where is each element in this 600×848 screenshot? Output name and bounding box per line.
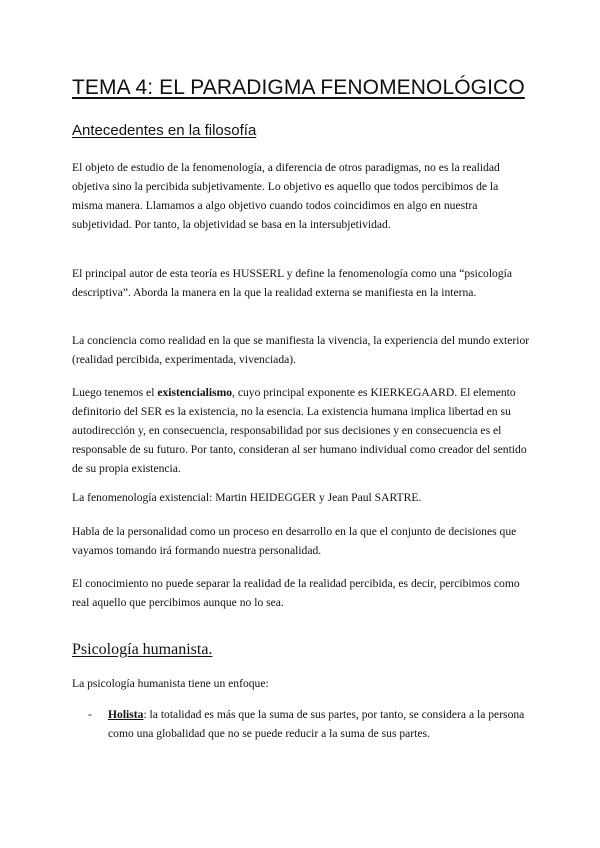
paragraph-husserl: El principal autor de esta teoría es HUSSERL y define la fenomenología como una “psicología descriptiva”. Aborda la manera en la que la realidad externa se manifiesta en la interna. bbox=[72, 267, 513, 299]
bullet-dash: - bbox=[88, 708, 92, 721]
paragraph-existencialismo-lead: Luego tenemos el bbox=[72, 386, 158, 399]
paragraph-enfoque-intro: La psicología humanista tiene un enfoque: bbox=[72, 677, 269, 690]
section-heading-antecedentes: Antecedentes en la filosofía bbox=[72, 122, 257, 139]
paragraph-conocimiento: El conocimiento no puede separar la realidad de la realidad percibida, es decir, percibimos como real aquello que percibimos aunque no lo sea. bbox=[72, 577, 520, 609]
paragraph-existencialismo-rest: , cuyo principal exponente es KIERKEGAARD. El elemento definitorio del SER es la existencia, no la esencia. La existencia humana implica libertad en su autodirección y, en consecuencia, responsabilidad por sus decisiones y en consecuencia es el responsable de su futuro. Por tanto, consideran al ser humano individual como creador del sentido de su propia existencia. bbox=[72, 386, 527, 475]
document-title: TEMA 4: EL PARADIGMA FENOMENOLÓGICO bbox=[72, 76, 525, 99]
paragraph-personalidad: Habla de la personalidad como un proceso en desarrollo en la que el conjunto de decisiones que vayamos tomando irá formando nuestra personalidad. bbox=[72, 525, 517, 557]
paragraph-existencialismo bbox=[72, 383, 530, 478]
paragraph-objeto-estudio: El objeto de estudio de la fenomenología, a diferencia de otros paradigmas, no es la realidad objetiva sino la percibida subjetivamente. Lo objetivo es aquello que todos percibimos de la misma manera. Llamamos a algo objetivo cuando todos coincidimos en algo en nuestra subjetividad. Por tanto, la objetividad se basa en la intersubjetividad. bbox=[72, 161, 500, 231]
section-heading-psicologia-humanista: Psicología humanista. bbox=[72, 641, 213, 658]
term-holista-definition: : la totalidad es más que la suma de sus partes, por tanto, se considera a la persona como una globalidad que no se puede reducir a la suma de sus partes. bbox=[108, 708, 525, 740]
list-item-text bbox=[108, 705, 530, 743]
term-holista: Holista bbox=[108, 708, 144, 721]
paragraph-conciencia: La conciencia como realidad en la que se manifiesta la vivencia, la experiencia del mundo exterior (realidad percibida, experimentada, vivenciada). bbox=[72, 334, 530, 366]
term-existencialismo: existencialismo bbox=[157, 386, 233, 399]
paragraph-fenomenologia-existencial: La fenomenología existencial: Martin HEIDEGGER y Jean Paul SARTRE. bbox=[72, 491, 422, 504]
